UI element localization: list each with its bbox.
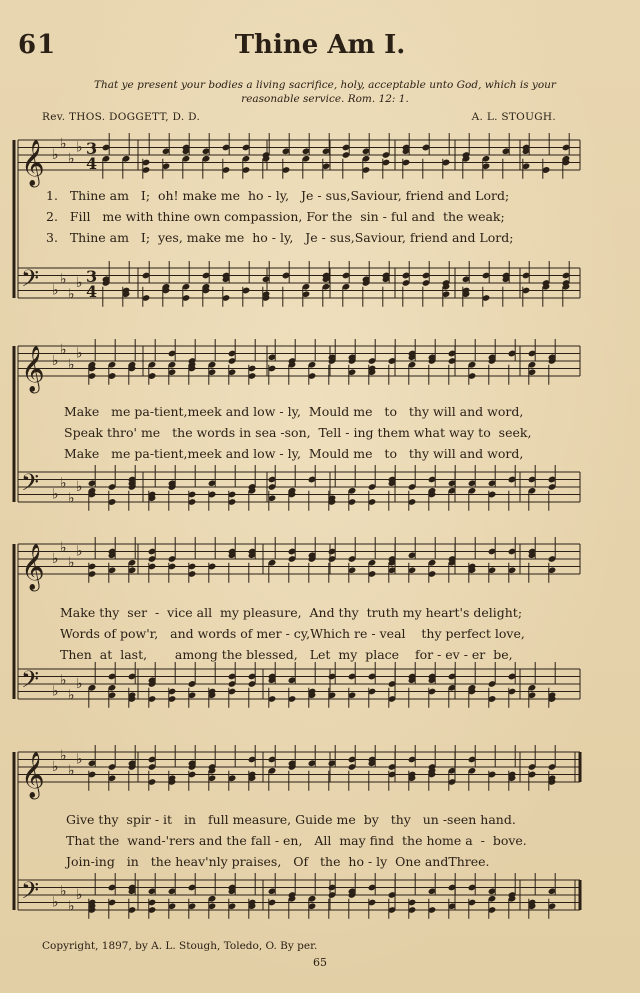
flat-icon: ♭	[52, 759, 59, 775]
time-signature-top: 3	[86, 139, 98, 158]
lyric-line: 2. Fill me with thine own compassion, For the sin - ful and the weak;	[46, 209, 505, 224]
lyric-line: 3. Thine am I; yes, make me ho - ly, Je - sus,Saviour, friend and Lord;	[46, 230, 514, 245]
flat-icon: ♭	[52, 486, 59, 503]
flat-icon: ♭	[60, 341, 67, 358]
treble-clef-icon: 𝄞	[21, 346, 45, 392]
bass-clef-icon: 𝄢	[21, 665, 40, 699]
time-signature-bottom: 4	[86, 154, 98, 173]
flat-icon: ♭	[60, 475, 67, 492]
bass-clef-icon: 𝄢	[21, 264, 40, 298]
flat-icon: ♭	[68, 150, 75, 167]
time-signature-bottom: 4	[86, 282, 98, 301]
flat-icon: ♭	[60, 672, 67, 689]
flat-icon: ♭	[52, 894, 59, 911]
bass-clef-icon: 𝄢	[21, 876, 40, 910]
flat-icon: ♭	[52, 683, 59, 700]
time-signature-top: 3	[86, 267, 98, 286]
hymn-number: 61	[18, 30, 57, 60]
lyric-line: Words of pow'r, and words of mer - cy,Which re - veal thy perfect love,	[60, 626, 525, 641]
flat-icon: ♭	[60, 883, 67, 900]
lyric-line: Make me pa-tient,meek and low - ly, Mould me to thy will and word,	[64, 404, 524, 419]
flat-icon: ♭	[60, 271, 67, 288]
words-credit: Rev. THOS. DOGGETT, D. D.	[42, 111, 201, 123]
flat-icon: ♭	[68, 687, 75, 704]
flat-icon: ♭	[68, 490, 75, 507]
epigraph-line: reasonable service. Rom. 12: 1.	[241, 93, 409, 105]
lyric-line: Make me pa-tient,meek and low - ly, Mould me to thy will and word,	[64, 446, 524, 461]
bass-clef-icon: 𝄢	[21, 468, 40, 502]
flat-icon: ♭	[68, 554, 75, 571]
lyric-line: That the wand-'rers and the fall - en, All may find the home a - bove.	[66, 833, 527, 848]
flat-icon: ♭	[76, 887, 83, 903]
flat-icon: ♭	[52, 147, 59, 163]
flat-icon: ♭	[52, 282, 59, 299]
flat-icon: ♭	[76, 275, 83, 291]
treble-clef-icon: 𝄞	[21, 140, 45, 186]
flat-icon: ♭	[76, 139, 83, 156]
flat-icon: ♭	[76, 676, 83, 692]
treble-clef-icon: 𝄞	[21, 752, 45, 798]
flat-icon: ♭	[76, 751, 83, 768]
lyric-line: Speak thro' me the words in sea -son, Tell - ing them what way to seek,	[64, 425, 532, 440]
lyric-line: Make thy ser - vice all my pleasure, And thy truth my heart's delight;	[60, 605, 523, 620]
copyright-notice: Copyright, 1897, by A. L. Stough, Toledo, O. By per.	[42, 940, 318, 952]
flat-icon: ♭	[76, 345, 83, 362]
lyric-line: Give thy spir - it in full measure, Guide me by thy un -seen hand.	[66, 812, 516, 827]
lyric-line: Join-ing in the heav'nly praises, Of the ho - ly One andThree.	[66, 854, 490, 869]
hymn-title: Thine Am I.	[234, 30, 406, 60]
treble-clef-icon: 𝄞	[21, 544, 45, 590]
flat-icon: ♭	[52, 551, 59, 567]
flat-icon: ♭	[60, 539, 67, 556]
flat-icon: ♭	[68, 762, 75, 779]
flat-icon: ♭	[68, 898, 75, 915]
music-credit: A. L. STOUGH.	[471, 111, 556, 123]
page-number: 65	[313, 956, 327, 969]
flat-icon: ♭	[68, 356, 75, 373]
flat-icon: ♭	[60, 135, 67, 152]
epigraph-line: That ye present your bodies a living sacrifice, holy, acceptable unto God, which is your	[94, 79, 556, 91]
flat-icon: ♭	[76, 543, 83, 560]
lyric-line: Then at last, among the blessed, Let my place for - ev - er be,	[60, 647, 513, 662]
lyric-line: 1. Thine am I; oh! make me ho - ly, Je - sus,Saviour, friend and Lord;	[46, 188, 510, 203]
flat-icon: ♭	[60, 747, 67, 764]
flat-icon: ♭	[68, 286, 75, 303]
flat-icon: ♭	[52, 353, 59, 369]
flat-icon: ♭	[76, 479, 83, 495]
